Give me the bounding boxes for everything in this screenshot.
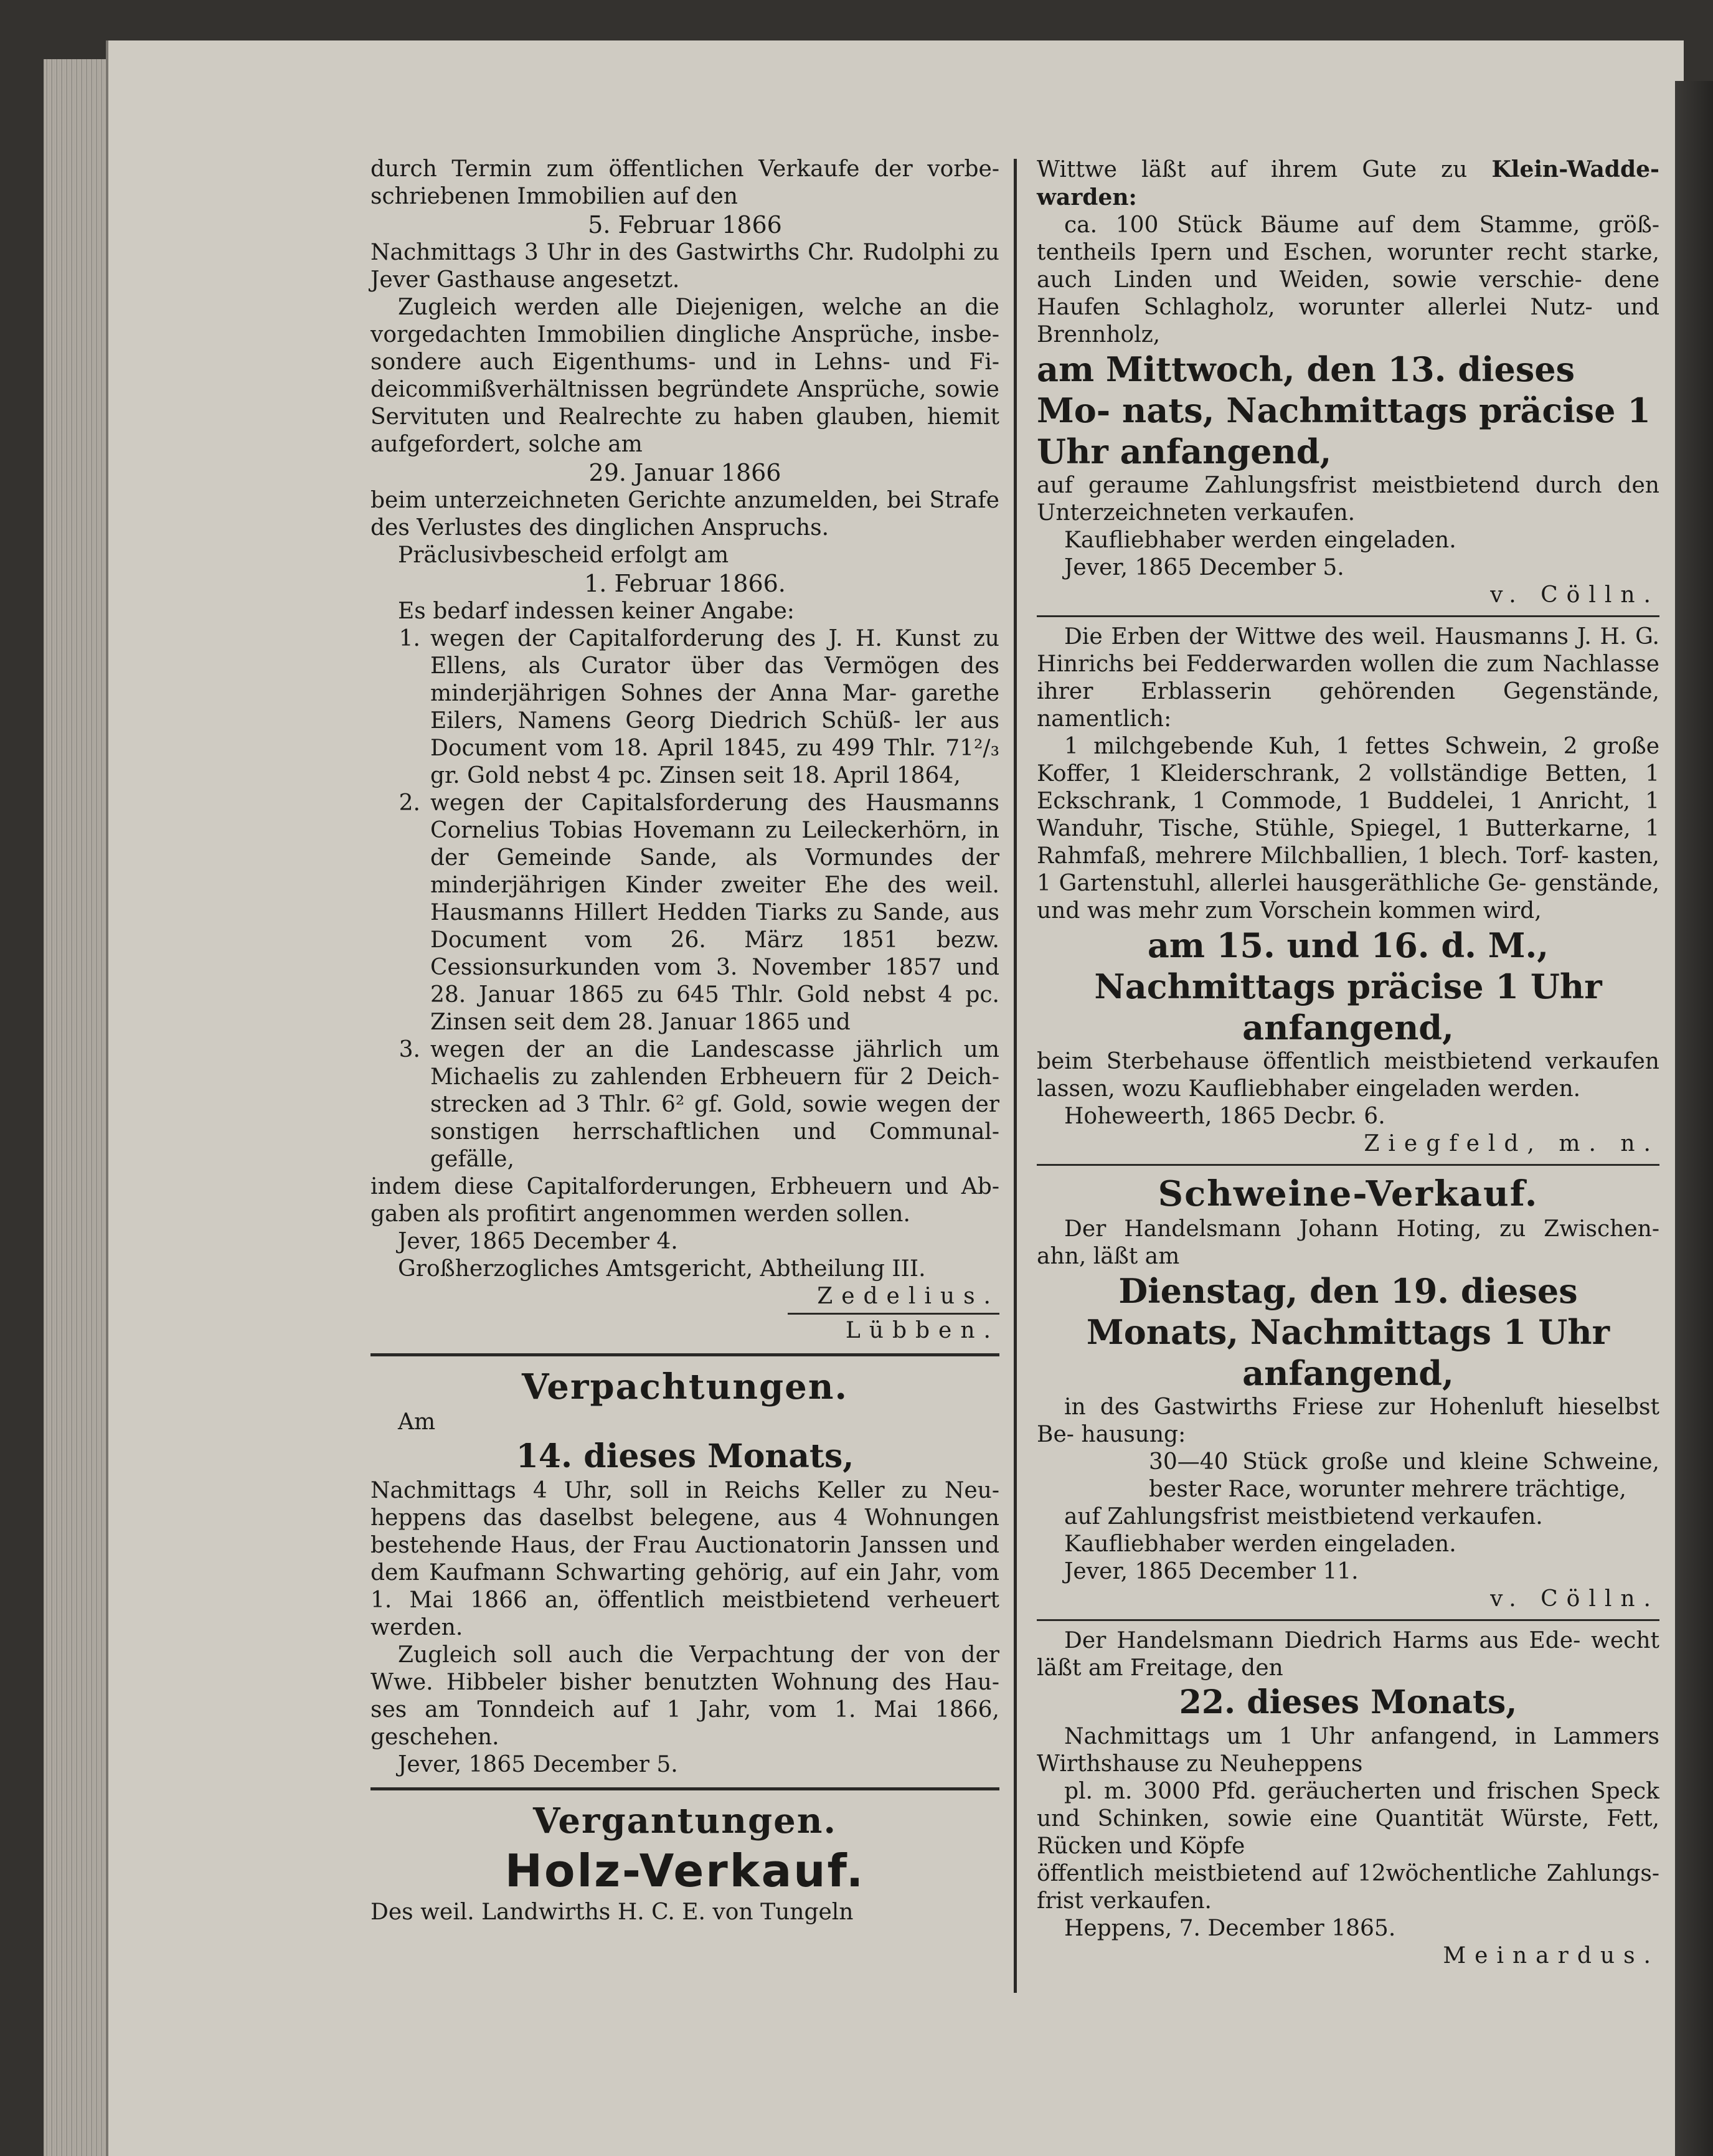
section-rule <box>1037 1619 1659 1621</box>
paragraph: Kaufliebhaber werden eingeladen. <box>1064 527 1456 553</box>
signature-rule <box>788 1313 999 1315</box>
paragraph: Der Handelsmann Diedrich Harms aus Ede- wecht läßt am Freitage, den <box>1037 1628 1659 1681</box>
left-column <box>370 156 999 1926</box>
paragraph: in des Gastwirths Friese zur Hohenluft hieselbst Be- hausung: <box>1037 1394 1659 1447</box>
paragraph: öffentlich meistbietend auf 12wöchentliche Zahlungs- frist verkaufen. <box>1037 1861 1659 1914</box>
paragraph: Kaufliebhaber werden eingeladen. <box>1064 1531 1456 1557</box>
advert-heading: Schweine-Verkauf. <box>1158 1173 1539 1214</box>
signature: v. Cölln. <box>1490 582 1659 608</box>
paragraph: Des weil. Landwirths H. C. E. von Tungeln <box>370 1899 854 1925</box>
list-item <box>370 1036 999 1173</box>
signature: Lübben. <box>845 1318 999 1343</box>
paragraph: durch Termin zum öffentlichen Verkaufe der vorbe- schriebenen Immobilien auf den <box>370 156 999 209</box>
place-date: Jever, 1865 December 4. <box>398 1229 678 1254</box>
paragraph: Es bedarf indessen keiner Angabe: <box>398 598 795 624</box>
section-heading: Vergantungen. <box>533 1800 837 1842</box>
signature: v. Cölln. <box>1490 1586 1659 1612</box>
place-name: Klein-Wadde- warden: <box>1037 156 1659 210</box>
event-date: am 15. und 16. d. M., Nachmittags präcise 1 Uhr anfangend, <box>1094 925 1602 1047</box>
paragraph: Präclusivbescheid erfolgt am <box>398 542 729 568</box>
list-item <box>370 625 999 790</box>
section-rule <box>370 1787 999 1790</box>
list-number: 2. <box>399 790 420 816</box>
event-date: Dienstag, den 19. dieses Monats, Nachmittags 1 Uhr anfangend, <box>1086 1271 1610 1393</box>
event-date: 14. dieses Monats, <box>516 1437 854 1475</box>
date-line: 5. Februar 1866 <box>588 211 782 239</box>
place-date: Jever, 1865 December 5. <box>1064 555 1344 580</box>
section-rule <box>1037 615 1659 617</box>
paragraph: beim Sterbehause öffentlich meistbietend verkaufen lassen, wozu Kaufliebhaber eingeladen werden. <box>1037 1049 1659 1102</box>
paragraph: beim unterzeichneten Gerichte anzumelden, bei Strafe des Verlustes des dinglichen Anspruchs. <box>370 488 999 541</box>
right-column <box>1037 156 1659 1970</box>
paragraph: 30—40 Stück große und kleine Schweine, bester Race, worunter mehrere trächtige, <box>1149 1449 1659 1502</box>
list-text: wegen der an die Landescasse jährlich um Michaelis zu zahlenden Erbheuern für 2 Deich- strecken ad 3 Thlr. 6² gf. Gold, sowie wegen der sonstigen herrschaftlichen und Communal- gefälle, <box>430 1037 999 1172</box>
signature: Zedelius. <box>817 1284 999 1309</box>
court-name: Großherzogliches Amtsgericht, Abtheilung III. <box>398 1256 926 1282</box>
section-rule <box>370 1353 999 1356</box>
list-text: wegen der Capitalsforderung des Hausmanns Cornelius Tobias Hovemann zu Leileckerhörn, in der Gemeinde Sande, als Vormundes der minderjährigen Kinder zweiter Ehe des weil. Hausmanns Hillert Hedden Tiarks zu Sande, aus Document vom 26. März 1851 bezw. Cessionsurkunden vom 3. November 1857 und 28. Januar 1865 zu 645 Thlr. Gold nebst 4 pc. Zinsen seit dem 28. Januar 1865 und <box>430 790 999 1035</box>
event-date: 22. dieses Monats, <box>1179 1683 1517 1721</box>
place-date: Jever, 1865 December 5. <box>398 1752 678 1777</box>
paragraph: Der Handelsmann Johann Hoting, zu Zwischen- ahn, läßt am <box>1037 1216 1659 1269</box>
list-number: 1. <box>399 626 420 651</box>
place-date: Hoheweerth, 1865 Decbr. 6. <box>1064 1104 1385 1129</box>
paragraph: Die Erben der Wittwe des weil. Hausmanns J. H. G. Hinrichs bei Fedderwarden wollen die zum Nachlasse ihrer Erblasserin gehörenden Gegenstände, namentlich: <box>1037 624 1659 732</box>
list-text: wegen der Capitalforderung des J. H. Kunst zu Ellens, als Curator über das Vermögen des minderjährigen Sohnes der Anna Mar- garethe Eilers, Namens Georg Diedrich Schüß- ler aus Document vom 18. April 1845, zu 499 Thlr. 71²/₃ gr. Gold nebst 4 pc. Zinsen seit 18. April 1864, <box>430 626 999 788</box>
list-number: 3. <box>399 1037 420 1062</box>
paragraph: Nachmittags 4 Uhr, soll in Reichs Keller zu Neu- heppens das daselbst belegene, aus 4 Wohnungen bestehende Haus, der Frau Auctionatorin Janssen und dem Kaufmann Schwarting gehörig, auf ein Jahr, vom 1. Mai 1866 an, öffentlich meistbietend verheuert werden. <box>370 1478 999 1640</box>
section-rule <box>1037 1164 1659 1166</box>
paragraph: Zugleich soll auch die Verpachtung der von der Wwe. Hibbeler bisher benutzten Wohnung des Hau- ses am Tonndeich auf 1 Jahr, vom 1. Mai 1866, geschehen. <box>370 1642 999 1750</box>
section-heading: Verpachtungen. <box>522 1366 848 1407</box>
paragraph: auf Zahlungsfrist meistbietend verkaufen. <box>1064 1504 1543 1530</box>
event-date: am Mittwoch, den 13. dieses Mo- nats, Nachmittags präcise 1 Uhr anfangend, <box>1037 349 1651 471</box>
paragraph: indem diese Capitalforderungen, Erbheuern und Ab- gaben als profitirt angenommen werden sollen. <box>370 1174 999 1227</box>
signature: Meinardus. <box>1443 1943 1659 1969</box>
column-divider <box>1014 159 1017 1993</box>
place-date: Jever, 1865 December 11. <box>1064 1559 1359 1584</box>
paragraph: 1 milchgebende Kuh, 1 fettes Schwein, 2 große Koffer, 1 Kleiderschrank, 2 vollständige Betten, 1 Eckschrank, 1 Commode, 1 Buddelei, 1 Anricht, 1 Wanduhr, Tische, Stühle, Spiegel, 1 Butterkarne, 1 Rahmfaß, mehrere Milchballien, 1 blech. Torf- kasten, 1 Gartenstuhl, allerlei hausgeräthliche Ge- genstände, und was mehr zum Vorschein kommen wird, <box>1037 734 1659 924</box>
paragraph: auf geraume Zahlungsfrist meistbietend durch den Unterzeichneten verkaufen. <box>1037 473 1659 526</box>
advert-heading: Holz-Verkauf. <box>504 1845 866 1897</box>
paragraph <box>1037 156 1659 212</box>
signature: Ziegfeld, m. n. <box>1364 1131 1659 1156</box>
date-line: 1. Februar 1866. <box>584 570 786 597</box>
paragraph: Am <box>398 1409 436 1435</box>
book-right-edge <box>1675 81 1713 2156</box>
paragraph: Zugleich werden alle Diejenigen, welche an die vorgedachten Immobilien dingliche Ansprüche, insbe- sondere auch Eigenthums- und in Lehns- und Fi- deicommißverhältnissen begründete Ansprüche, sowie Servituten und Realrechte zu haben glauben, hiemit aufgefordert, solche am <box>370 295 999 457</box>
text-run: Wittwe läßt auf ihrem Gute zu <box>1037 157 1492 182</box>
paragraph: Nachmittags um 1 Uhr anfangend, in Lammers Wirthshause zu Neuheppens <box>1037 1724 1659 1777</box>
paragraph: Nachmittags 3 Uhr in des Gastwirths Chr. Rudolphi zu Jever Gasthause angesetzt. <box>370 240 999 293</box>
paragraph: pl. m. 3000 Pfd. geräucherten und frischen Speck und Schinken, sowie eine Quantität Würste, Fett, Rücken und Köpfe <box>1037 1779 1659 1859</box>
paragraph: ca. 100 Stück Bäume auf dem Stamme, größ- tentheils Ipern und Eschen, worunter recht starke, auch Linden und Weiden, sowie verschie- dene Haufen Schlagholz, worunter allerlei Nutz- und Brennholz, <box>1037 212 1659 348</box>
date-line: 29. Januar 1866 <box>588 459 781 486</box>
place-date: Heppens, 7. December 1865. <box>1064 1916 1396 1941</box>
list-item <box>370 790 999 1036</box>
